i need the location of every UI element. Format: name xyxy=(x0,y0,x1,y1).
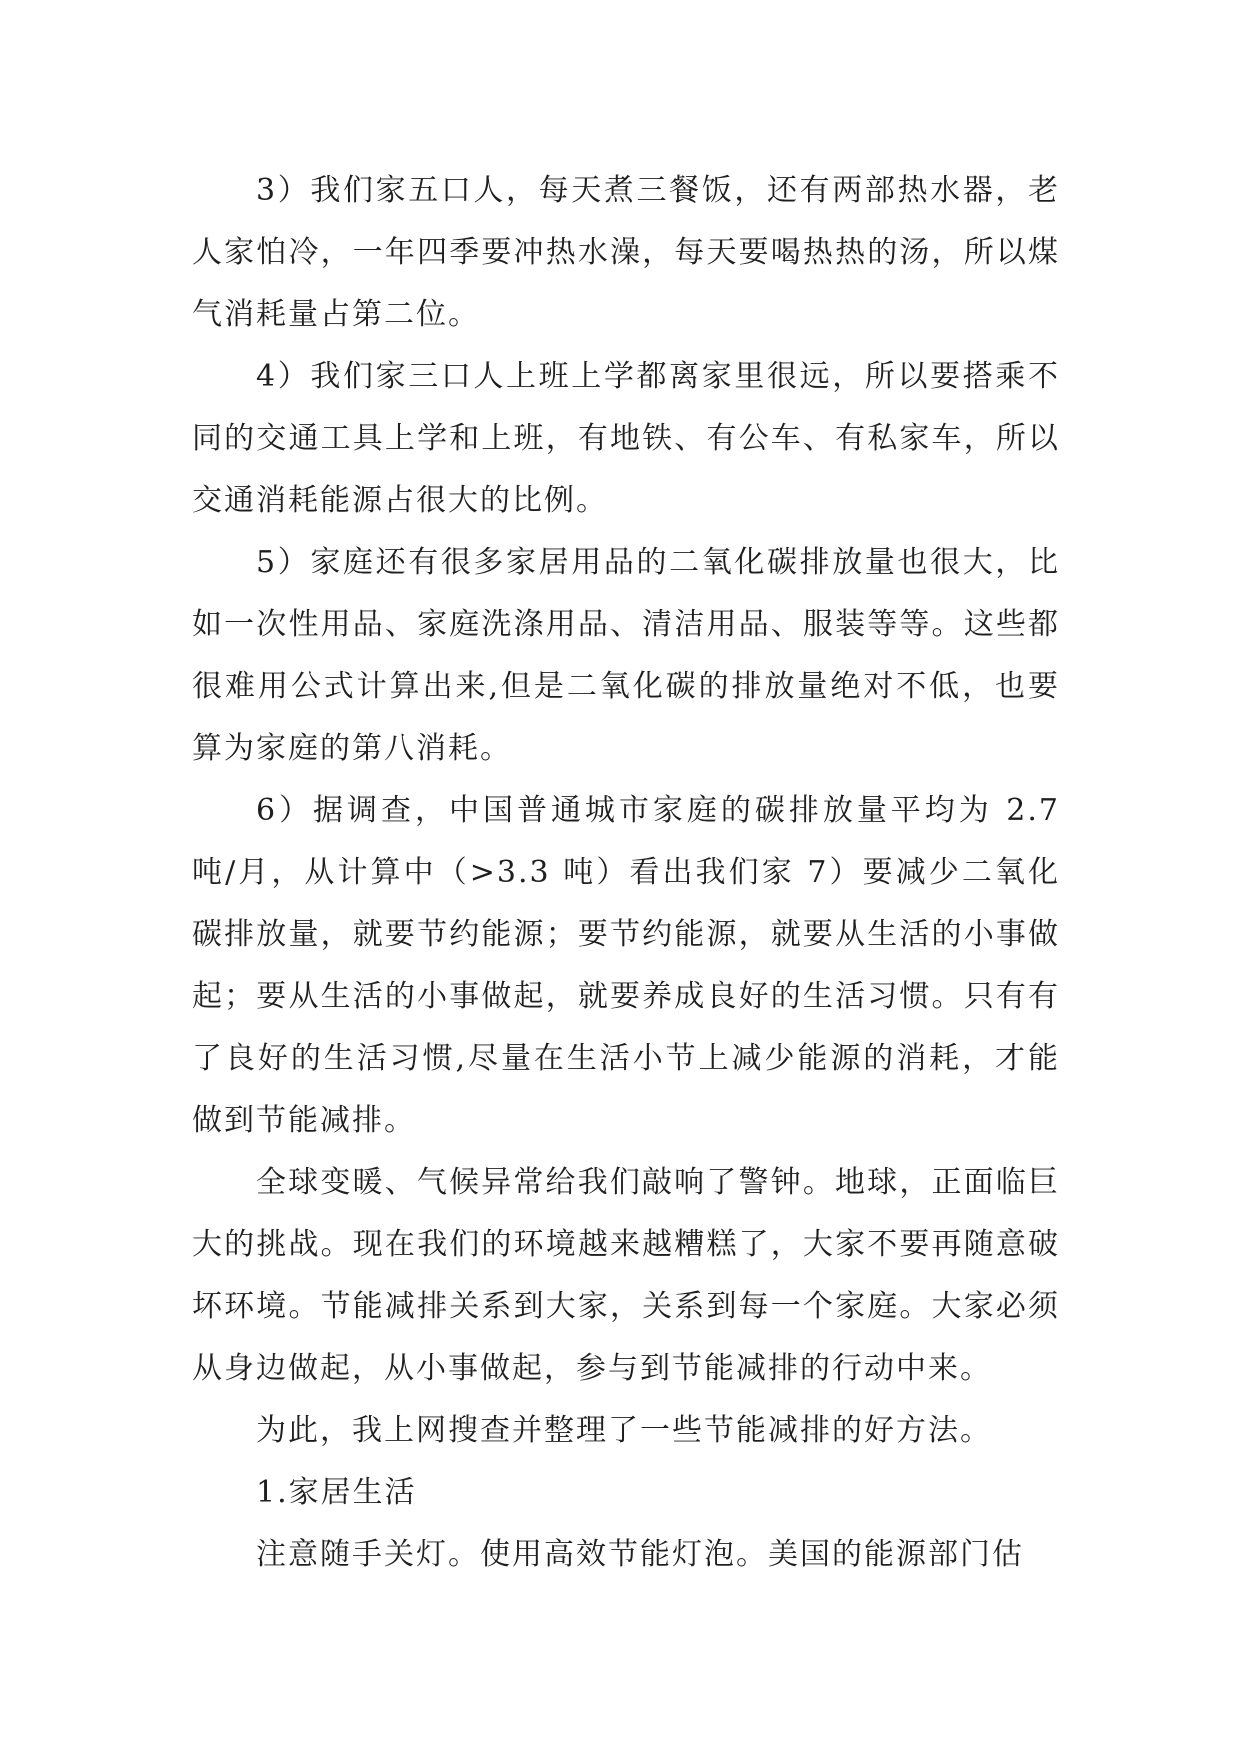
paragraph-3-gas: 3）我们家五口人，每天煮三餐饭，还有两部热水器，老人家怕冷，一年四季要冲热水澡，每天要喝热热的汤，所以煤气消耗量占第二位。 xyxy=(192,173,1060,332)
paragraph-5-household-goods: 5）家庭还有很多家居用品的二氧化碳排放量也很大，比如一次性用品、家庭洗涤用品、清洁用品、服装等等。这些都很难用公式计算出来,但是二氧化碳的排放量绝对不低，也要算为家庭的第八消耗。 xyxy=(192,545,1060,766)
paragraph-6-survey: 6）据调查，中国普通城市家庭的碳排放量平均为 2.7 吨/月，从计算中（>3.3 吨）看出我们家 7）要减少二氧化碳排放量，就要节约能源；要节约能源，就要从生活的小事做起；要从生活的小事做起，就要养成良好的生活习惯。只有有了良好的生活习惯,尽量在生活小节上减少能源的消耗，才能做到节能减排。 xyxy=(192,793,1060,1138)
paragraph-turn-off-lights: 注意随手关灯。使用高效节能灯泡。美国的能源部门估 xyxy=(256,1537,1024,1572)
paragraph-methods-intro: 为此，我上网搜查并整理了一些节能减排的好方法。 xyxy=(256,1413,992,1448)
paragraph-global-warming: 全球变暖、气候异常给我们敲响了警钟。地球，正面临巨大的挑战。现在我们的环境越来越糟糕了，大家不要再随意破坏环境。节能减排关系到大家，关系到每一个家庭。大家必须从身边做起，从小事做起，参与到节能减排的行动中来。 xyxy=(192,1165,1060,1386)
section-heading-home-life: 1.家居生活 xyxy=(256,1475,417,1510)
document-body xyxy=(192,160,1060,1586)
paragraph-4-transport: 4）我们家三口人上班上学都离家里很远，所以要搭乘不同的交通工具上学和上班，有地铁、有公车、有私家车，所以交通消耗能源占很大的比例。 xyxy=(192,359,1060,518)
